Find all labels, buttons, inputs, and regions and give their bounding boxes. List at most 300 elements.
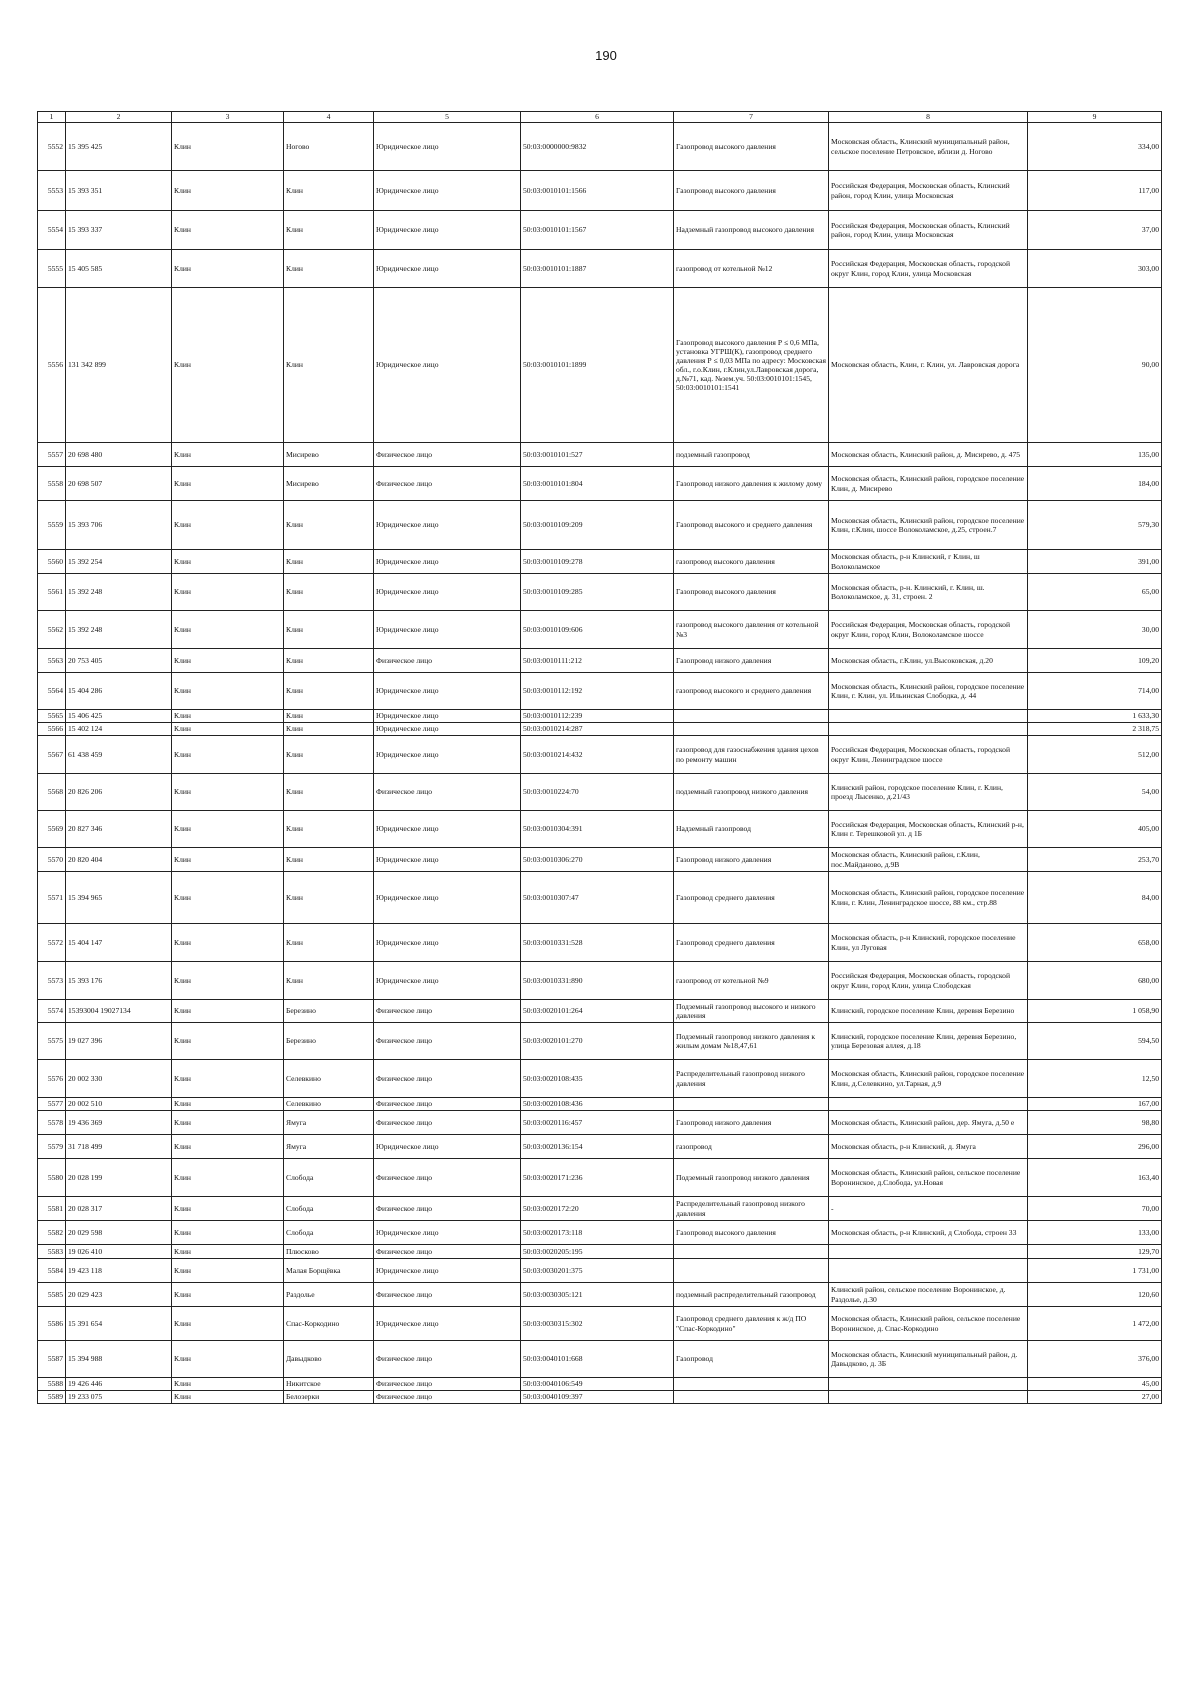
value-cell: 133,00: [1028, 1221, 1162, 1245]
district-cell: Клин: [172, 1135, 284, 1159]
code-cell: 15 392 254: [66, 550, 172, 574]
cadastral-number-cell: 50:03:0010109:606: [521, 611, 674, 649]
object-name-cell: Газопровод низкого давления: [674, 649, 829, 673]
column-header: 1: [38, 112, 66, 123]
row-number-cell: 5558: [38, 467, 66, 501]
table-row: [38, 1378, 1162, 1391]
code-cell: 20 753 405: [66, 649, 172, 673]
owner-type-cell: Юридическое лицо: [374, 1135, 521, 1159]
table-row: [38, 710, 1162, 723]
locality-cell: Клин: [284, 848, 374, 872]
row-number-cell: 5573: [38, 962, 66, 1000]
code-cell: 31 718 499: [66, 1135, 172, 1159]
row-number-cell: 5578: [38, 1111, 66, 1135]
table-row: [38, 550, 1162, 574]
value-cell: 714,00: [1028, 673, 1162, 710]
locality-cell: Малая Борщёвка: [284, 1259, 374, 1283]
address-cell: [829, 723, 1028, 736]
cadastral-number-cell: 50:03:0040106:549: [521, 1378, 674, 1391]
address-cell: [829, 1098, 1028, 1111]
address-cell: Московская область, Клинский район, г.Клин, пос.Майданово, д.9В: [829, 848, 1028, 872]
district-cell: Клин: [172, 736, 284, 774]
gas-pipeline-register-table: [37, 111, 1162, 1404]
row-number-cell: 5560: [38, 550, 66, 574]
cadastral-number-cell: 50:03:0010111:212: [521, 649, 674, 673]
district-cell: Клин: [172, 1378, 284, 1391]
owner-type-cell: Физическое лицо: [374, 1283, 521, 1307]
address-cell: Московская область, Клин, г. Клин, ул. Лавровская дорога: [829, 288, 1028, 443]
district-cell: Клин: [172, 1307, 284, 1341]
table-row: [38, 774, 1162, 811]
table-row: [38, 1197, 1162, 1221]
row-number-cell: 5580: [38, 1159, 66, 1197]
address-cell: Московская область, р-н Клинский, г Клин, ш Волоколамское: [829, 550, 1028, 574]
object-name-cell: газопровод: [674, 1135, 829, 1159]
row-number-cell: 5579: [38, 1135, 66, 1159]
table-row: [38, 1135, 1162, 1159]
cadastral-number-cell: 50:03:0010331:528: [521, 924, 674, 962]
cadastral-number-cell: 50:03:0010112:239: [521, 710, 674, 723]
district-cell: Клин: [172, 649, 284, 673]
object-name-cell: Газопровод высокого давления: [674, 1221, 829, 1245]
owner-type-cell: Юридическое лицо: [374, 550, 521, 574]
value-cell: 98,80: [1028, 1111, 1162, 1135]
owner-type-cell: Физическое лицо: [374, 1060, 521, 1098]
object-name-cell: Газопровод: [674, 1341, 829, 1378]
locality-cell: Мисирево: [284, 467, 374, 501]
object-name-cell: Газопровод низкого давления: [674, 848, 829, 872]
locality-cell: Клин: [284, 611, 374, 649]
table-row: [38, 962, 1162, 1000]
locality-cell: Белозерки: [284, 1391, 374, 1404]
table-row: [38, 1023, 1162, 1060]
locality-cell: Клин: [284, 723, 374, 736]
row-number-cell: 5552: [38, 123, 66, 171]
address-cell: Российская Федерация, Московская область, городской округ Клин, город Клин, Волоколамское шоссе: [829, 611, 1028, 649]
code-cell: 15 406 425: [66, 710, 172, 723]
district-cell: Клин: [172, 1245, 284, 1259]
owner-type-cell: Физическое лицо: [374, 443, 521, 467]
locality-cell: Клин: [284, 736, 374, 774]
value-cell: 680,00: [1028, 962, 1162, 1000]
district-cell: Клин: [172, 501, 284, 550]
value-cell: 391,00: [1028, 550, 1162, 574]
object-name-cell: Газопровод высокого давления Р ≤ 0,6 МПа, установка УГРШ(К), газопровод среднего давления Р ≤ 0,03 МПа по адресу: Московская обл., г.о.Клин, г.Клин,ул.Лавровская дорога, д.№71, кад. №зем.уч. 50:03:0010101:1545, 50:03:0010101:1541: [674, 288, 829, 443]
cadastral-number-cell: 50:03:0010101:1887: [521, 250, 674, 288]
cadastral-number-cell: 50:03:0020172:20: [521, 1197, 674, 1221]
cadastral-number-cell: 50:03:0010304:391: [521, 811, 674, 848]
address-cell: Российская Федерация, Московская область, Клинский р-н, Клин г. Терешковой ул. д 1Б: [829, 811, 1028, 848]
address-cell: Московская область, г.Клин, ул.Высоковская, д.20: [829, 649, 1028, 673]
value-cell: 37,00: [1028, 211, 1162, 250]
value-cell: 65,00: [1028, 574, 1162, 611]
owner-type-cell: Физическое лицо: [374, 1341, 521, 1378]
address-cell: [829, 1245, 1028, 1259]
object-name-cell: Газопровод низкого давления: [674, 1111, 829, 1135]
cadastral-number-cell: 50:03:0010331:890: [521, 962, 674, 1000]
address-cell: Московская область, р-н Клинский, д Слобода, строен 33: [829, 1221, 1028, 1245]
cadastral-number-cell: 50:03:0010224:70: [521, 774, 674, 811]
owner-type-cell: Физическое лицо: [374, 1391, 521, 1404]
district-cell: Клин: [172, 710, 284, 723]
code-cell: 20 827 346: [66, 811, 172, 848]
row-number-cell: 5584: [38, 1259, 66, 1283]
row-number-cell: 5572: [38, 924, 66, 962]
district-cell: Клин: [172, 1000, 284, 1023]
owner-type-cell: Юридическое лицо: [374, 171, 521, 211]
object-name-cell: Газопровод низкого давления к жилому дому: [674, 467, 829, 501]
address-cell: Клинский, городское поселение Клин, деревня Березино: [829, 1000, 1028, 1023]
value-cell: 163,40: [1028, 1159, 1162, 1197]
object-name-cell: [674, 1259, 829, 1283]
code-cell: 15 393 351: [66, 171, 172, 211]
object-name-cell: подземный газопровод: [674, 443, 829, 467]
table-row: [38, 250, 1162, 288]
address-cell: Российская Федерация, Московская область, городской округ Клин, город Клин, улица Московская: [829, 250, 1028, 288]
locality-cell: Давыдково: [284, 1341, 374, 1378]
district-cell: Клин: [172, 1341, 284, 1378]
owner-type-cell: Юридическое лицо: [374, 673, 521, 710]
owner-type-cell: Юридическое лицо: [374, 962, 521, 1000]
locality-cell: Клин: [284, 501, 374, 550]
row-number-cell: 5555: [38, 250, 66, 288]
table-row: [38, 1341, 1162, 1378]
address-cell: Клинский район, городское поселение Клин, г. Клин, проезд Лысенко, д.21/43: [829, 774, 1028, 811]
row-number-cell: 5574: [38, 1000, 66, 1023]
row-number-cell: 5565: [38, 710, 66, 723]
value-cell: 594,50: [1028, 1023, 1162, 1060]
address-cell: Московская область, Клинский район, городское поселение Клин, г. Клин, ул. Ильинская Слободка, д. 44: [829, 673, 1028, 710]
owner-type-cell: Юридическое лицо: [374, 924, 521, 962]
value-cell: 303,00: [1028, 250, 1162, 288]
district-cell: Клин: [172, 1283, 284, 1307]
table-row: [38, 872, 1162, 924]
object-name-cell: Подземный газопровод низкого давления: [674, 1159, 829, 1197]
code-cell: 19 436 369: [66, 1111, 172, 1135]
cadastral-number-cell: 50:03:0040101:668: [521, 1341, 674, 1378]
object-name-cell: Газопровод высокого давления: [674, 123, 829, 171]
code-cell: 15 393 176: [66, 962, 172, 1000]
owner-type-cell: Физическое лицо: [374, 1111, 521, 1135]
address-cell: Московская область, Клинский муниципальный район, д. Давыдково, д. 3Б: [829, 1341, 1028, 1378]
cadastral-number-cell: 50:03:0010101:527: [521, 443, 674, 467]
cadastral-number-cell: 50:03:0010109:285: [521, 574, 674, 611]
address-cell: Московская область, Клинский район, городское поселение Клин, д.Селевкино, ул.Тарная, д.9: [829, 1060, 1028, 1098]
locality-cell: Березино: [284, 1000, 374, 1023]
object-name-cell: подземный газопровод низкого давления: [674, 774, 829, 811]
locality-cell: Клин: [284, 250, 374, 288]
cadastral-number-cell: 50:03:0020101:264: [521, 1000, 674, 1023]
address-cell: Клинский, городское поселение Клин, деревня Березино, улица Березовая аллея, д.18: [829, 1023, 1028, 1060]
table-row: [38, 574, 1162, 611]
column-header: 4: [284, 112, 374, 123]
value-cell: 1 633,30: [1028, 710, 1162, 723]
address-cell: Российская Федерация, Московская область, городской округ Клин, Ленинградское шоссе: [829, 736, 1028, 774]
address-cell: [829, 1391, 1028, 1404]
code-cell: 131 342 899: [66, 288, 172, 443]
address-cell: [829, 1378, 1028, 1391]
row-number-cell: 5576: [38, 1060, 66, 1098]
object-name-cell: Газопровод высокого давления: [674, 171, 829, 211]
object-name-cell: Подземный газопровод низкого давления к жилым домам №18,47,61: [674, 1023, 829, 1060]
address-cell: Клинский район, сельское поселение Воронинское, д. Раздолье, д.30: [829, 1283, 1028, 1307]
owner-type-cell: Юридическое лицо: [374, 872, 521, 924]
object-name-cell: газопровод для газоснабжения здания цехов по ремонту машин: [674, 736, 829, 774]
value-cell: 30,00: [1028, 611, 1162, 649]
owner-type-cell: Юридическое лицо: [374, 1221, 521, 1245]
object-name-cell: газопровод от котельной №12: [674, 250, 829, 288]
owner-type-cell: Физическое лицо: [374, 1197, 521, 1221]
table-row: [38, 1000, 1162, 1023]
district-cell: Клин: [172, 574, 284, 611]
object-name-cell: Распределительный газопровод низкого давления: [674, 1060, 829, 1098]
code-cell: 20 002 330: [66, 1060, 172, 1098]
address-cell: Московская область, Клинский район, дер. Ямуга, д.50 е: [829, 1111, 1028, 1135]
district-cell: Клин: [172, 171, 284, 211]
code-cell: 20 028 317: [66, 1197, 172, 1221]
value-cell: 167,00: [1028, 1098, 1162, 1111]
object-name-cell: Газопровод среднего давления: [674, 924, 829, 962]
code-cell: 15 393 706: [66, 501, 172, 550]
owner-type-cell: Юридическое лицо: [374, 710, 521, 723]
value-cell: 27,00: [1028, 1391, 1162, 1404]
code-cell: 20 698 480: [66, 443, 172, 467]
table-row: [38, 736, 1162, 774]
address-cell: Московская область, Клинский район, сельское поселение Воронинское, д.Слобода, ул.Новая: [829, 1159, 1028, 1197]
owner-type-cell: Юридическое лицо: [374, 1259, 521, 1283]
owner-type-cell: Физическое лицо: [374, 467, 521, 501]
object-name-cell: газопровод высокого давления от котельной №3: [674, 611, 829, 649]
table-row: [38, 1259, 1162, 1283]
district-cell: Клин: [172, 211, 284, 250]
table-row: [38, 1221, 1162, 1245]
locality-cell: Ямуга: [284, 1111, 374, 1135]
row-number-cell: 5581: [38, 1197, 66, 1221]
table-body: [38, 123, 1162, 1404]
address-cell: Московская область, р-н. Клинский, г. Клин, ш. Волоколамское, д. 31, строен. 2: [829, 574, 1028, 611]
object-name-cell: Газопровод среднего давления: [674, 872, 829, 924]
object-name-cell: Распределительный газопровод низкого давления: [674, 1197, 829, 1221]
cadastral-number-cell: 50:03:0010101:1899: [521, 288, 674, 443]
cadastral-number-cell: 50:03:0020116:457: [521, 1111, 674, 1135]
cadastral-number-cell: 50:03:0030305:121: [521, 1283, 674, 1307]
row-number-cell: 5559: [38, 501, 66, 550]
column-header: 7: [674, 112, 829, 123]
cadastral-number-cell: 50:03:0010109:209: [521, 501, 674, 550]
value-cell: 109,20: [1028, 649, 1162, 673]
table-row: [38, 649, 1162, 673]
address-cell: Московская область, Клинский муниципальный район, сельское поселение Петровское, вблизи д. Ногово: [829, 123, 1028, 171]
cadastral-number-cell: 50:03:0020173:118: [521, 1221, 674, 1245]
locality-cell: Спас-Коркодино: [284, 1307, 374, 1341]
cadastral-number-cell: 50:03:0030315:302: [521, 1307, 674, 1341]
table-row: [38, 123, 1162, 171]
owner-type-cell: Юридическое лицо: [374, 848, 521, 872]
district-cell: Клин: [172, 848, 284, 872]
district-cell: Клин: [172, 611, 284, 649]
address-cell: Российская Федерация, Московская область, Клинский район, город Клин, улица Московская: [829, 171, 1028, 211]
cadastral-number-cell: 50:03:0010306:270: [521, 848, 674, 872]
table-row: [38, 501, 1162, 550]
cadastral-number-cell: 50:03:0020108:435: [521, 1060, 674, 1098]
value-cell: 296,00: [1028, 1135, 1162, 1159]
page-number: 190: [595, 48, 617, 63]
owner-type-cell: Физическое лицо: [374, 1378, 521, 1391]
code-cell: 15393004 19027134: [66, 1000, 172, 1023]
object-name-cell: Надземный газопровод высокого давления: [674, 211, 829, 250]
code-cell: 15 391 654: [66, 1307, 172, 1341]
owner-type-cell: Юридическое лицо: [374, 501, 521, 550]
object-name-cell: Газопровод высокого и среднего давления: [674, 501, 829, 550]
object-name-cell: [674, 1245, 829, 1259]
locality-cell: Клин: [284, 171, 374, 211]
code-cell: 15 392 248: [66, 611, 172, 649]
locality-cell: Клин: [284, 288, 374, 443]
district-cell: Клин: [172, 550, 284, 574]
district-cell: Клин: [172, 1023, 284, 1060]
owner-type-cell: Юридическое лицо: [374, 574, 521, 611]
row-number-cell: 5585: [38, 1283, 66, 1307]
address-cell: Московская область, Клинский район, сельское поселение Воронинское, д. Спас-Коркодино: [829, 1307, 1028, 1341]
cadastral-number-cell: 50:03:0010214:287: [521, 723, 674, 736]
table-row: [38, 811, 1162, 848]
locality-cell: Клин: [284, 811, 374, 848]
owner-type-cell: Физическое лицо: [374, 1023, 521, 1060]
owner-type-cell: Юридическое лицо: [374, 211, 521, 250]
cadastral-number-cell: 50:03:0010109:278: [521, 550, 674, 574]
code-cell: 61 438 459: [66, 736, 172, 774]
locality-cell: Клин: [284, 550, 374, 574]
object-name-cell: газопровод высокого давления: [674, 550, 829, 574]
row-number-cell: 5561: [38, 574, 66, 611]
row-number-cell: 5582: [38, 1221, 66, 1245]
code-cell: 19 027 396: [66, 1023, 172, 1060]
row-number-cell: 5556: [38, 288, 66, 443]
locality-cell: Ямуга: [284, 1135, 374, 1159]
locality-cell: Раздолье: [284, 1283, 374, 1307]
value-cell: 579,30: [1028, 501, 1162, 550]
object-name-cell: [674, 1391, 829, 1404]
locality-cell: Клин: [284, 924, 374, 962]
code-cell: 15 405 585: [66, 250, 172, 288]
cadastral-number-cell: 50:03:0020101:270: [521, 1023, 674, 1060]
table-row: [38, 924, 1162, 962]
value-cell: 120,60: [1028, 1283, 1162, 1307]
row-number-cell: 5557: [38, 443, 66, 467]
row-number-cell: 5586: [38, 1307, 66, 1341]
value-cell: 90,00: [1028, 288, 1162, 443]
owner-type-cell: Физическое лицо: [374, 1159, 521, 1197]
owner-type-cell: Юридическое лицо: [374, 250, 521, 288]
district-cell: Клин: [172, 924, 284, 962]
owner-type-cell: Юридическое лицо: [374, 1307, 521, 1341]
value-cell: 54,00: [1028, 774, 1162, 811]
district-cell: Клин: [172, 1259, 284, 1283]
locality-cell: Клин: [284, 962, 374, 1000]
district-cell: Клин: [172, 250, 284, 288]
value-cell: 1 731,00: [1028, 1259, 1162, 1283]
value-cell: 512,00: [1028, 736, 1162, 774]
value-cell: 376,00: [1028, 1341, 1162, 1378]
object-name-cell: газопровод высокого и среднего давления: [674, 673, 829, 710]
locality-cell: Слобода: [284, 1197, 374, 1221]
code-cell: 20 028 199: [66, 1159, 172, 1197]
cadastral-number-cell: 50:03:0020136:154: [521, 1135, 674, 1159]
code-cell: 20 698 507: [66, 467, 172, 501]
cadastral-number-cell: 50:03:0010101:804: [521, 467, 674, 501]
row-number-cell: 5571: [38, 872, 66, 924]
table-row: [38, 211, 1162, 250]
owner-type-cell: Физическое лицо: [374, 1098, 521, 1111]
owner-type-cell: Физическое лицо: [374, 1000, 521, 1023]
table-row: [38, 723, 1162, 736]
object-name-cell: подземный распределительный газопровод: [674, 1283, 829, 1307]
cadastral-number-cell: 50:03:0030201:375: [521, 1259, 674, 1283]
value-cell: 135,00: [1028, 443, 1162, 467]
row-number-cell: 5583: [38, 1245, 66, 1259]
table-row: [38, 1283, 1162, 1307]
locality-cell: Клин: [284, 574, 374, 611]
object-name-cell: [674, 723, 829, 736]
column-header: 2: [66, 112, 172, 123]
owner-type-cell: Юридическое лицо: [374, 736, 521, 774]
row-number-cell: 5575: [38, 1023, 66, 1060]
row-number-cell: 5553: [38, 171, 66, 211]
value-cell: 117,00: [1028, 171, 1162, 211]
locality-cell: Селевкино: [284, 1098, 374, 1111]
district-cell: Клин: [172, 872, 284, 924]
locality-cell: Плюсково: [284, 1245, 374, 1259]
locality-cell: Мисирево: [284, 443, 374, 467]
locality-cell: Никитское: [284, 1378, 374, 1391]
code-cell: 15 404 286: [66, 673, 172, 710]
code-cell: 15 402 124: [66, 723, 172, 736]
code-cell: 15 404 147: [66, 924, 172, 962]
code-cell: 15 393 337: [66, 211, 172, 250]
cadastral-number-cell: 50:03:0010101:1566: [521, 171, 674, 211]
object-name-cell: Газопровод среднего давления к ж/д ПО "Спас-Коркодино": [674, 1307, 829, 1341]
address-cell: [829, 710, 1028, 723]
table-row: [38, 1060, 1162, 1098]
object-name-cell: Газопровод высокого давления: [674, 574, 829, 611]
district-cell: Клин: [172, 443, 284, 467]
object-name-cell: Подземный газопровод высокого и низкого давления: [674, 1000, 829, 1023]
district-cell: Клин: [172, 1098, 284, 1111]
cadastral-number-cell: 50:03:0020108:436: [521, 1098, 674, 1111]
column-header: 8: [829, 112, 1028, 123]
row-number-cell: 5588: [38, 1378, 66, 1391]
row-number-cell: 5566: [38, 723, 66, 736]
owner-type-cell: Юридическое лицо: [374, 723, 521, 736]
row-number-cell: 5577: [38, 1098, 66, 1111]
table-row: [38, 1159, 1162, 1197]
row-number-cell: 5567: [38, 736, 66, 774]
table-row: [38, 848, 1162, 872]
cadastral-number-cell: 50:03:0010307:47: [521, 872, 674, 924]
value-cell: 253,70: [1028, 848, 1162, 872]
owner-type-cell: Юридическое лицо: [374, 611, 521, 649]
object-name-cell: Надземный газопровод: [674, 811, 829, 848]
code-cell: 15 395 425: [66, 123, 172, 171]
column-header: 5: [374, 112, 521, 123]
column-header: 3: [172, 112, 284, 123]
value-cell: 1 058,90: [1028, 1000, 1162, 1023]
table-row: [38, 673, 1162, 710]
code-cell: 20 826 206: [66, 774, 172, 811]
district-cell: Клин: [172, 1197, 284, 1221]
address-cell: Московская область, Клинский район, городское поселение Клин, д. Мисирево: [829, 467, 1028, 501]
table-row: [38, 1391, 1162, 1404]
